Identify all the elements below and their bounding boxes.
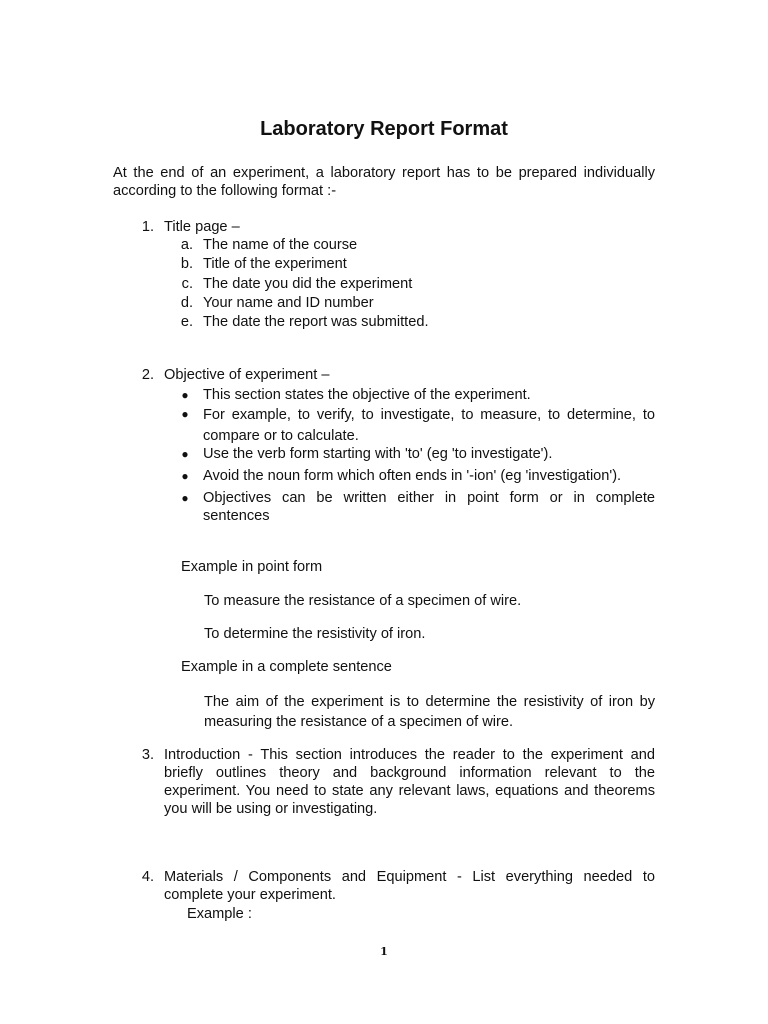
list-marker: a. [180,237,193,253]
list-item: Your name and ID number [203,295,374,311]
section-paragraph: Materials / Components and Equipment - List everything needed to complete your experiment. [164,869,655,903]
bullet-icon: ● [181,407,189,421]
list-marker: b. [180,256,193,272]
section-paragraph: Introduction - This section introduces the reader to the experiment and briefly outlines theory and background information relevant to the experiment. You need to state any relevant laws, equations and theorems you will be using or investigating. [164,747,655,817]
list-item: Use the verb form starting with 'to' (eg 'to investigate'). [203,446,553,462]
list-item: The date you did the experiment [203,276,413,292]
page-number: 1 [380,945,388,958]
section-number: 2. [141,367,154,383]
page-title: Laboratory Report Format [260,118,508,140]
list-item: Title of the experiment [203,256,347,272]
bullet-icon: ● [181,469,189,483]
list-item: Avoid the noun form which often ends in '-ion' (eg 'investigation'). [203,468,622,484]
bullet-icon: ● [181,388,189,402]
list-marker: e. [180,314,193,330]
list-item: Objectives can be written either in point form or in complete sentences [203,490,655,524]
example-text: To determine the resistivity of iron. [204,626,426,642]
list-item: For example, to verify, to investigate, to measure, to determine, to compare or to calculate. [203,407,655,444]
section-heading: Objective of experiment – [164,367,330,383]
list-marker: d. [180,295,193,311]
example-label: Example in a complete sentence [181,659,392,675]
section-number: 4. [141,869,154,885]
section-number: 1. [141,219,154,235]
bullet-icon: ● [181,447,189,461]
example-text: The aim of the experiment is to determine the resistivity of iron by measuring the resistance of a specimen of wire. [204,694,655,730]
bullet-icon: ● [181,491,189,505]
list-marker: c. [181,276,193,292]
section-heading: Title page – [164,219,240,235]
list-item: This section states the objective of the experiment. [203,387,531,403]
list-item: The date the report was submitted. [203,314,429,330]
section-number: 3. [141,747,154,763]
example-label: Example in point form [181,559,323,575]
example-label: Example : [187,906,252,922]
example-text: To measure the resistance of a specimen of wire. [204,593,522,609]
list-item: The name of the course [203,237,358,253]
intro-paragraph: At the end of an experiment, a laboratory report has to be prepared individually according to the following format :- [113,165,655,199]
